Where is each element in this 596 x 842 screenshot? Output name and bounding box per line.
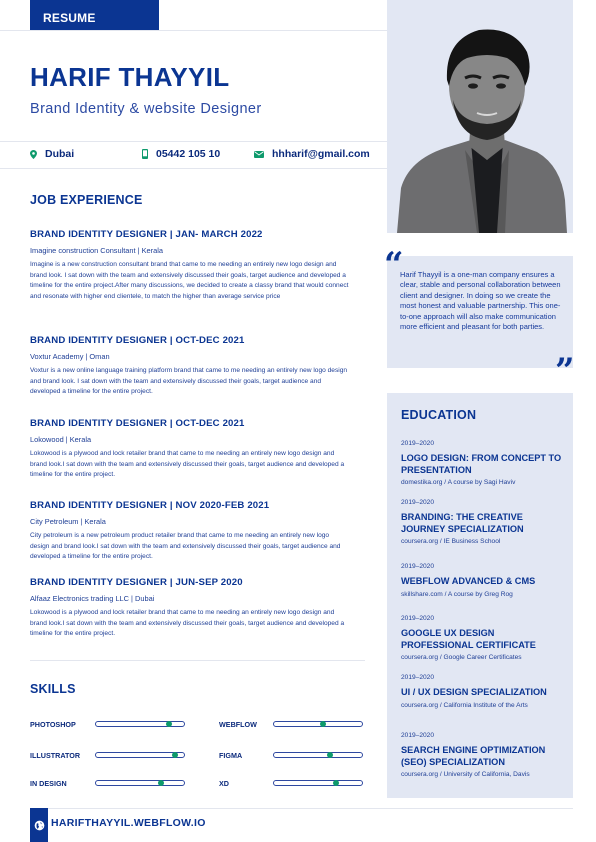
mail-icon: [254, 151, 264, 158]
header-divider: [0, 30, 387, 31]
location-pin-icon: [30, 150, 37, 159]
education-course: SEARCH ENGINE OPTIMIZATION (SEO) SPECIALIZATION: [401, 745, 546, 767]
skill-label: PHOTOSHOP: [30, 720, 76, 729]
skill-level-dot: [327, 752, 333, 758]
website-link[interactable]: HARIFTHAYYIL.WEBFLOW.IO: [51, 817, 206, 829]
education-year: 2019–2020: [401, 440, 435, 447]
candidate-name: HARIF THAYYIL: [30, 62, 230, 92]
education-site: skillshare.com: [401, 590, 443, 598]
phone-text: 05442 105 10: [156, 148, 221, 160]
skill-bar: [273, 721, 363, 727]
job-company: Voxtur Academy | Oman: [30, 352, 110, 361]
job-entry: [30, 418, 350, 481]
education-entry: [401, 674, 566, 710]
job-company: Lokowood | Kerala: [30, 435, 92, 444]
close-quote-icon: ”: [555, 351, 575, 391]
education-source: coursera.org / University of California, Davis: [401, 771, 530, 778]
education-site: coursera.org: [401, 771, 439, 778]
education-detail: University of California, Davis: [443, 771, 530, 778]
job-title: BRAND IDENTITY DESIGNER | NOV 2020-FEB 2021: [30, 500, 270, 511]
candidate-subtitle: Brand Identity & website Designer: [30, 101, 262, 117]
education-year: 2019–2020: [401, 615, 435, 622]
education-source: coursera.org / California Institute of the Arts: [401, 701, 528, 709]
skill-bar: [273, 752, 363, 758]
job-title: BRAND IDENTITY DESIGNER | JUN-SEP 2020: [30, 577, 243, 588]
education-year: 2019–2020: [401, 499, 435, 506]
contact-location: [30, 148, 74, 160]
education-course: BRANDING: THE CREATIVE JOURNEY SPECIALIZATION: [401, 512, 524, 534]
education-site: coursera.org: [401, 701, 439, 709]
open-quote-icon: “: [384, 245, 404, 285]
skill-bar: [273, 780, 363, 786]
experience-title: JOB EXPERIENCE: [30, 193, 143, 207]
job-company: City Petroleum | Kerala: [30, 517, 106, 526]
job-title: BRAND IDENTITY DESIGNER | JAN- MARCH 2022: [30, 229, 263, 240]
job-entry: [30, 500, 350, 563]
job-entry: [30, 577, 350, 640]
job-entry: [30, 229, 350, 302]
job-description: Imagine is a new construction consultant brand that came to me needing an entirely new logo design and brand look. I sat down with the team and extensively discussed their goals, target audience and developed a timeline for the entire project.After many discussions, we decided to create a classy brand that would connect and resonate with higher end clientele, to match the higher than average service price: [30, 261, 349, 300]
education-course: LOGO DESIGN: FROM CONCEPT TO PRESENTATION: [401, 453, 562, 475]
education-source: domestika.org / A course by Sagi Haviv: [401, 479, 516, 486]
skills-divider: [30, 660, 365, 661]
job-description: Lokowood is a plywood and lock retailer brand that came to me needing an entirely new logo design and brand look.I sat down with the team and extensively discussed their goals, target audience and developed a timeline for the entire project.: [30, 609, 345, 638]
education-source: skillshare.com / A course by Greg Rog: [401, 590, 513, 598]
education-source: coursera.org / IE Business School: [401, 538, 501, 545]
education-course: WEBFLOW ADVANCED & CMS: [401, 576, 536, 586]
skill-label: IN DESIGN: [30, 779, 67, 788]
contact-email[interactable]: [254, 148, 370, 160]
quote-text: Harif Thayyil is a one-man company ensures a clear, stable and personal collaboration between client and designer. In doing so we create the most honest and valuable partnership. This one-to-one approach will also make communication more efficient and pleasant for both parties.: [400, 270, 561, 332]
skill-level-dot: [333, 780, 339, 786]
job-description: Lokowood is a plywood and lock retailer brand that came to me needing an entirely new logo design and brand look.I sat down with the team and extensively discussed their goals, target audience and developed a timeline for the entire project.: [30, 450, 345, 479]
skill-level-dot: [158, 780, 164, 786]
skill-bar: [95, 780, 185, 786]
job-title: BRAND IDENTITY DESIGNER | OCT-DEC 2021: [30, 418, 245, 429]
location-text: Dubai: [45, 148, 75, 160]
skill-level-dot: [172, 752, 178, 758]
globe-icon: [34, 820, 45, 831]
job-description: Voxtur is a new online language training platform brand that came to me needing an entirely new logo design and brand look. I sat down with the team and extensively discussed their goals, target audience and developed a timeline for the entire project.: [30, 367, 348, 396]
education-year: 2019–2020: [401, 674, 435, 681]
job-description: City petroleum is a new petroleum product retailer brand that came to me needing an entirely new logo design and brand look.I sat down with the team and extensively discussed their goals, target audience and developed a timeline for the entire project.: [30, 532, 341, 561]
job-entry: [30, 335, 350, 398]
education-detail: A course by Greg Rog: [447, 590, 513, 598]
education-course: UI / UX DESIGN SPECIALIZATION: [401, 687, 547, 697]
education-site: domestika.org: [401, 479, 443, 486]
skill-level-dot: [320, 721, 326, 727]
education-entry: [401, 440, 566, 487]
job-company: Imagine construction Consultant | Kerala: [30, 246, 163, 255]
skill-level-dot: [166, 721, 172, 727]
job-title: BRAND IDENTITY DESIGNER | OCT-DEC 2021: [30, 335, 245, 346]
skill-label: WEBFLOW: [219, 720, 257, 729]
education-site: coursera.org: [401, 654, 439, 661]
contact-bottom-divider: [0, 168, 387, 169]
education-year: 2019–2020: [401, 732, 435, 739]
education-entry: [401, 563, 566, 599]
education-detail: IE Business School: [443, 538, 501, 545]
email-text: hhharif@gmail.com: [272, 148, 370, 160]
job-company: Alfaaz Electronics trading LLC | Dubai: [30, 594, 155, 603]
footer-divider: [30, 808, 573, 809]
footer-icon-box: [30, 808, 48, 842]
education-source: coursera.org / Google Career Certificates: [401, 654, 522, 661]
skill-bar: [95, 721, 185, 727]
contact-top-divider: [0, 141, 387, 142]
resume-tag: RESUME: [30, 0, 159, 30]
skill-label: FIGMA: [219, 751, 243, 760]
contact-phone[interactable]: [142, 148, 220, 160]
education-entry: [401, 615, 566, 662]
education-detail: California Institute of the Arts: [443, 701, 528, 709]
phone-icon: [142, 149, 148, 159]
profile-photo: [387, 0, 573, 233]
education-year: 2019–2020: [401, 563, 435, 570]
education-course: GOOGLE UX DESIGN PROFESSIONAL CERTIFICATE: [401, 628, 536, 650]
education-entry: [401, 499, 566, 546]
education-detail: Google Career Certificates: [443, 654, 522, 661]
skill-label: XD: [219, 779, 229, 788]
education-title: EDUCATION: [401, 408, 477, 422]
skills-title: SKILLS: [30, 682, 76, 696]
education-entry: [401, 732, 566, 779]
skill-bar: [95, 752, 185, 758]
education-site: coursera.org: [401, 538, 439, 545]
skill-label: ILLUSTRATOR: [30, 751, 81, 760]
education-detail: A course by Sagi Haviv: [447, 479, 516, 486]
